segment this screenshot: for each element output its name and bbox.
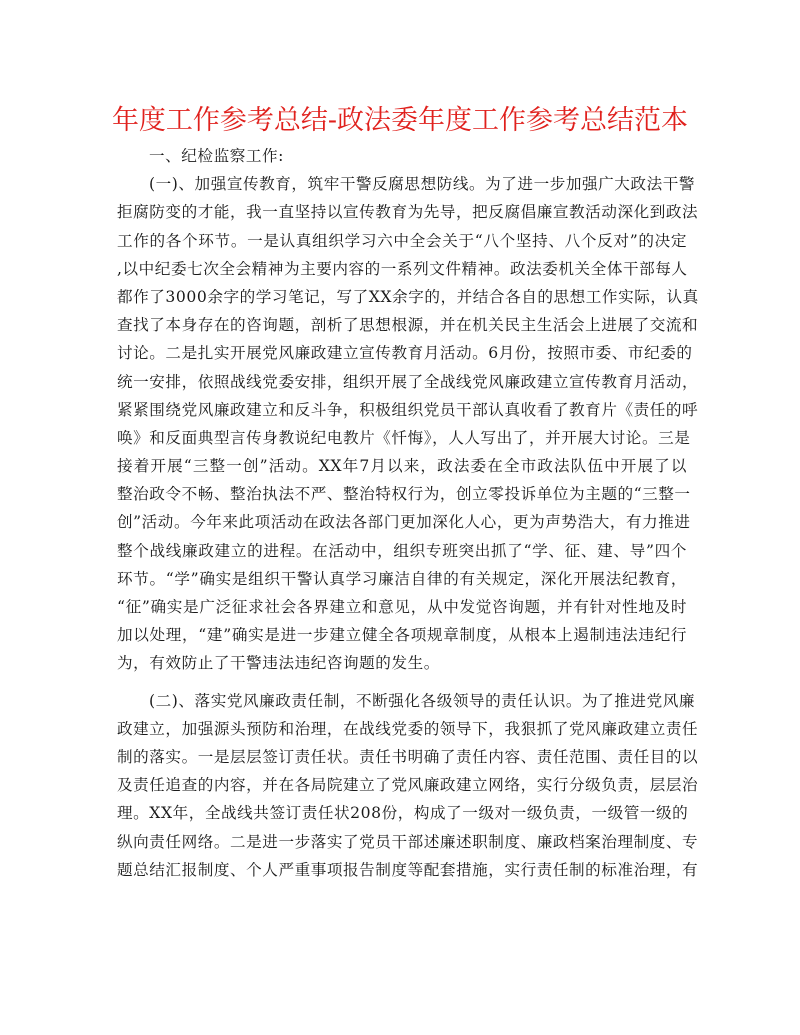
paragraph-gap [117, 678, 687, 687]
section-heading: 一、纪检监察工作: [149, 147, 284, 165]
paragraph-line: 统一安排，依照战线党委安排，组织开展了全战线党风廉政建立宣传教育月活动， [117, 372, 699, 391]
paragraph-line: “征”确实是广泛征求社会各界建立和意见，从中发觉咨询题，并有针对性地及时 [117, 598, 687, 616]
document-body [117, 142, 699, 884]
document-title: 年度工作参考总结-政法委年度工作参考总结范本 [111, 105, 689, 136]
paragraph-line: 工作的各个环节。一是认真组织学习六中全会关于“八个坚持、八个反对”的决定 [117, 231, 687, 250]
paragraph-line: 政建立，加强源头预防和治理，在战线党委的领导下，我狠抓了党风廉政建立责任 [117, 719, 699, 738]
paragraph-line: 拒腐防变的才能，我一直坚持以宣传教育为先导，把反腐倡廉宣教活动深化到政法 [117, 203, 699, 222]
paragraph-1 [117, 170, 699, 677]
paragraph-line: (二)、落实党风廉政责任制，不断强化各级领导的责任认识。为了推进党风廉 [149, 691, 696, 710]
paragraph-line: 理。XX年，全战线共签订责任状208份，构成了一级对一级负责，一级管一级的 [117, 804, 689, 823]
paragraph-line: 环节。“学”确实是组织干警认真学习廉洁自律的有关规定，深化开展法纪教育， [117, 569, 687, 588]
paragraph-2 [117, 687, 699, 884]
paragraph-line: 为，有效防止了干警违法违纪咨询题的发生。 [117, 654, 440, 673]
paragraph-line: (一)、加强宣传教育，筑牢干警反腐思想防线。为了进一步加强广大政法干警 [149, 175, 696, 194]
paragraph-line: 唤》和反面典型言传身教说纪电教片《忏悔》，人人写出了，并开展大讨论。三是 [117, 428, 691, 447]
paragraph-line: 查找了本身存在的咨询题，剖析了思想根源，并在机关民主生活会上进展了交流和 [117, 316, 699, 335]
paragraph-line: 整治政令不畅、整治执法不严、整治特权行为，创立零投诉单位为主题的“三整一 [117, 485, 691, 504]
paragraph-line: 讨论。二是扎实开展党风廉政建立宣传教育月活动。6月份，按照市委、市纪委的 [117, 344, 693, 363]
paragraph-line: 整个战线廉政建立的进程。在活动中，组织专班突出抓了“学、征、建、导”四个 [117, 541, 687, 560]
paragraph-line: 加以处理，“建”确实是进一步建立健全各项规章制度，从根本上遏制违法违纪行 [117, 626, 687, 645]
paragraph-line: 接着开展“三整一创”活动。XX年7月以来，政法委在全市政法队伍中开展了以 [117, 457, 687, 476]
paragraph-line: 制的落实。一是层层签订责任状。责任书明确了责任内容、责任范围、责任目的以 [117, 747, 699, 766]
paragraph-line: 纵向责任网络。二是进一步落实了党员干部述廉述职制度、廉政档案治理制度、专 [117, 832, 699, 851]
paragraph-line: 都作了3000余字的学习笔记，写了XX余字的，并结合各自的思想工作实际，认真 [117, 287, 699, 306]
paragraph-line: 创”活动。今年来此项活动在政法各部门更加深化人心，更为声势浩大，有力推进 [117, 513, 691, 532]
paragraph-line: 题总结汇报制度、个人严重事项报告制度等配套措施，实行责任制的标准治理，有 [117, 860, 699, 879]
paragraph-line: ,以中纪委七次全会精神为主要内容的一系列文件精神。政法委机关全体干部每人 [117, 259, 688, 278]
paragraph-line: 紧紧围绕党风廉政建立和反斗争，积极组织党员干部认真收看了教育片《责任的呼 [117, 400, 699, 419]
paragraph-line: 及责任追查的内容，并在各局院建立了党风廉政建立网络，实行分级负责，层层治 [117, 776, 699, 795]
